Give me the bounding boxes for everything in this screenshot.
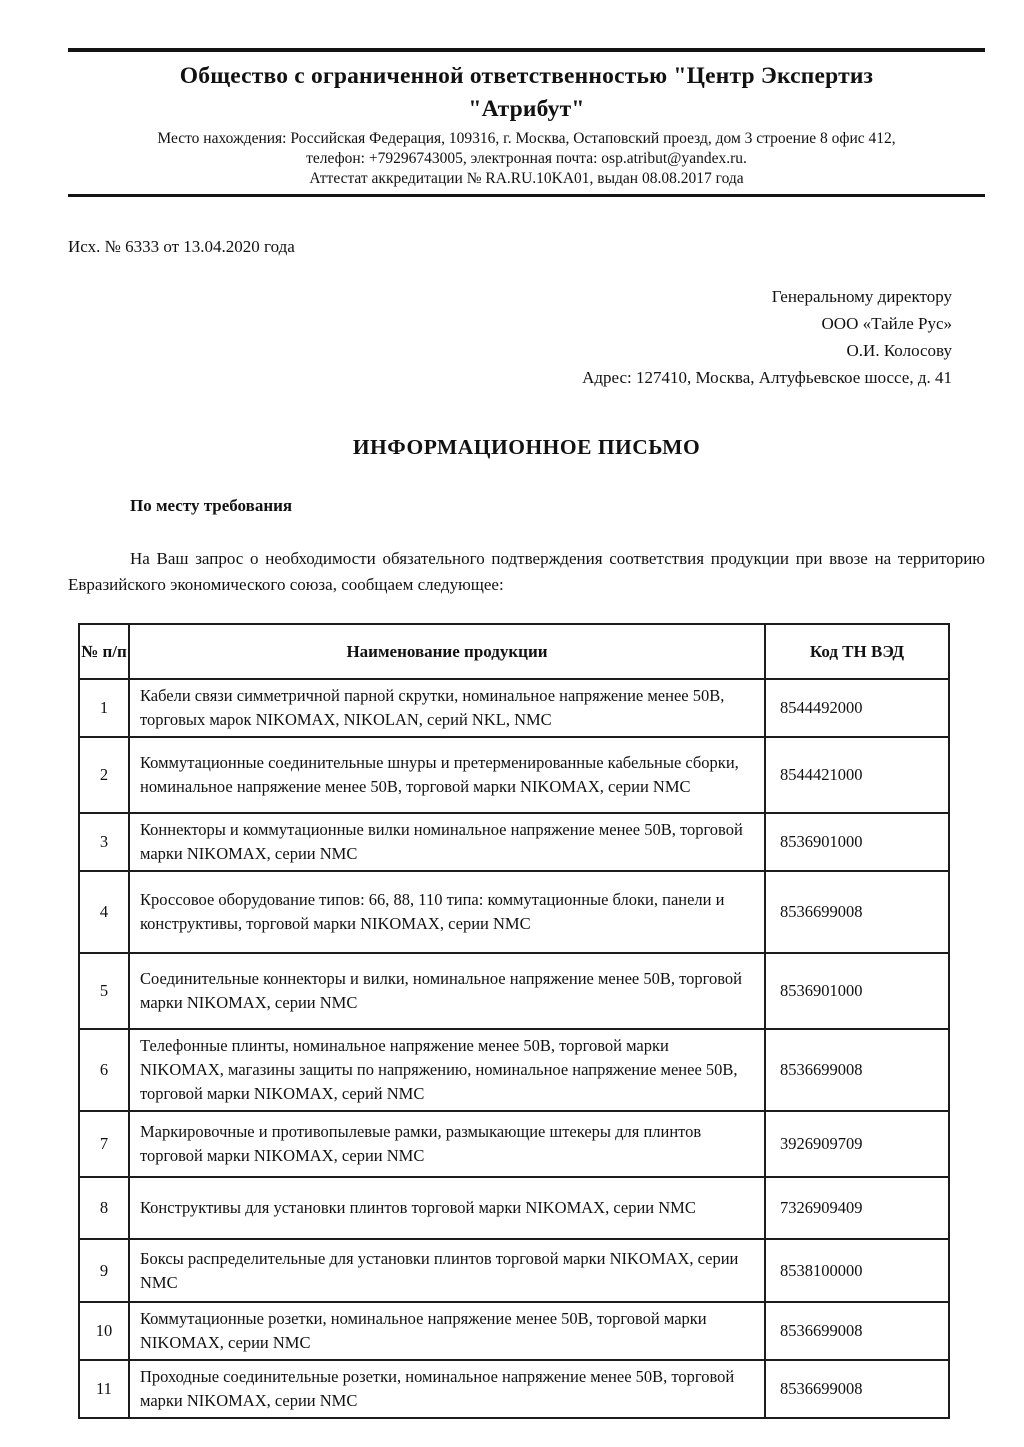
address-line-contacts: телефон: +79296743005, электронная почта: osp.atribut@yandex.ru. [306, 150, 747, 167]
product-name-cell: Кабели связи симметричной парной скрутки, номинальное напряжение менее 50В, торговых марок NIKOMAX, NIKOLAN, серий NKL, NMC [129, 679, 765, 737]
tnved-code-cell: 8536901000 [765, 813, 949, 871]
tnved-code-cell: 8538100000 [765, 1239, 949, 1302]
address-line-accreditation: Аттестат аккредитации № RA.RU.10KA01, выдан 08.08.2017 года [309, 170, 744, 187]
header-code-cell: Код ТН ВЭД [765, 624, 949, 679]
row-number-cell: 3 [79, 813, 129, 871]
intro-paragraph: На Ваш запрос о необходимости обязательного подтверждения соответствия продукции при ввозе на территорию Евразийского экономического союза, сообщаем следующее: [68, 549, 985, 594]
letter-title: ИНФОРМАЦИОННОЕ ПИСЬМО [352, 435, 701, 459]
tnved-code-cell: 3926909709 [765, 1111, 949, 1177]
row-number-cell: 11 [79, 1360, 129, 1418]
outgoing-ref: Исх. № 6333 от 13.04.2020 года [68, 237, 295, 256]
recipient-address: Адрес: 127410, Москва, Алтуфьевское шоссе, д. 41 [582, 368, 952, 387]
table-header-row [79, 624, 949, 679]
tnved-code-cell: 8544421000 [765, 737, 949, 813]
recipient-person: О.И. Колосову [846, 341, 952, 360]
company-name-line-1: Общество с ограниченной ответственностью "Центр Экспертиз [179, 63, 874, 89]
product-name-cell: Соединительные коннекторы и вилки, номинальное напряжение менее 50В, торговой марки NIKOMAX, серии NMC [129, 953, 765, 1029]
table-row [79, 737, 949, 813]
header-name-cell: Наименование продукции [129, 624, 765, 679]
tnved-code-cell: 8536901000 [765, 953, 949, 1029]
header-num-cell: № п/п [79, 624, 129, 679]
tnved-code-cell: 8536699008 [765, 1360, 949, 1418]
row-number-cell: 10 [79, 1302, 129, 1360]
product-name-cell: Маркировочные и противопылевые рамки, размыкающие штекеры для плинтов торговой марки NIKOMAX, серии NMC [129, 1111, 765, 1177]
row-number-cell: 6 [79, 1029, 129, 1111]
row-number-cell: 5 [79, 953, 129, 1029]
tnved-code-cell: 8536699008 [765, 1029, 949, 1111]
salutation: По месту требования [130, 496, 293, 515]
product-name-cell: Конструктивы для установки плинтов торговой марки NIKOMAX, серии NMC [129, 1177, 765, 1239]
table-row [79, 1239, 949, 1302]
product-name-cell: Коммутационные розетки, номинальное напряжение менее 50В, торговой марки NIKOMAX, серии NMC [129, 1302, 765, 1360]
product-name-cell: Телефонные плинты, номинальное напряжение менее 50В, торговой марки NIKOMAX, магазины защиты по напряжению, номинальное напряжение менее 50В, торговой марки NIKOMAX, серий NMC [129, 1029, 765, 1111]
table-row [79, 1360, 949, 1418]
product-name-cell: Боксы распределительные для установки плинтов торговой марки NIKOMAX, серии NMC [129, 1239, 765, 1302]
tnved-code-cell: 8536699008 [765, 1302, 949, 1360]
product-name-cell: Коннекторы и коммутационные вилки номинальное напряжение менее 50В, торговой марки NIKOMAX, серии NMC [129, 813, 765, 871]
row-number-cell: 9 [79, 1239, 129, 1302]
tnved-code-cell: 7326909409 [765, 1177, 949, 1239]
letterhead [0, 0, 1024, 197]
product-name-cell: Проходные соединительные розетки, номинальное напряжение менее 50В, торговой марки NIKOMAX, серии NMC [129, 1360, 765, 1418]
row-number-cell: 4 [79, 871, 129, 953]
recipient-block [68, 283, 952, 391]
product-name-cell: Коммутационные соединительные шнуры и претерменированные кабельные сборки, номинальное напряжение менее 50В, торговой марки NIKOMAX, серии NMC [129, 737, 765, 813]
tnved-code-cell: 8544492000 [765, 679, 949, 737]
table-row [79, 871, 949, 953]
table-row [79, 953, 949, 1029]
table-row [79, 1302, 949, 1360]
product-name-cell: Кроссовое оборудование типов: 66, 88, 110 типа: коммутационные блоки, панели и конструктивы, торговой марки NIKOMAX, серии NMC [129, 871, 765, 953]
address-line-location: Место нахождения: Российская Федерация, 109316, г. Москва, Остаповский проезд, дом 3 строение 8 офис 412, [157, 130, 896, 147]
products-table [78, 623, 950, 1419]
table-row [79, 813, 949, 871]
table-row [79, 1029, 949, 1111]
letterhead-bottom-rule [68, 194, 985, 197]
table-row [79, 1177, 949, 1239]
row-number-cell: 8 [79, 1177, 129, 1239]
tnved-code-cell: 8536699008 [765, 871, 949, 953]
company-name [68, 60, 985, 126]
table-row [79, 1111, 949, 1177]
row-number-cell: 2 [79, 737, 129, 813]
company-address [68, 129, 985, 189]
row-number-cell: 7 [79, 1111, 129, 1177]
table-row [79, 679, 949, 737]
row-number-cell: 1 [79, 679, 129, 737]
recipient-company: ООО «Тайле Рус» [821, 314, 952, 333]
recipient-position: Генеральному директору [771, 287, 952, 306]
company-name-line-2: "Атрибут" [468, 96, 585, 122]
letterhead-top-rule [68, 48, 985, 52]
